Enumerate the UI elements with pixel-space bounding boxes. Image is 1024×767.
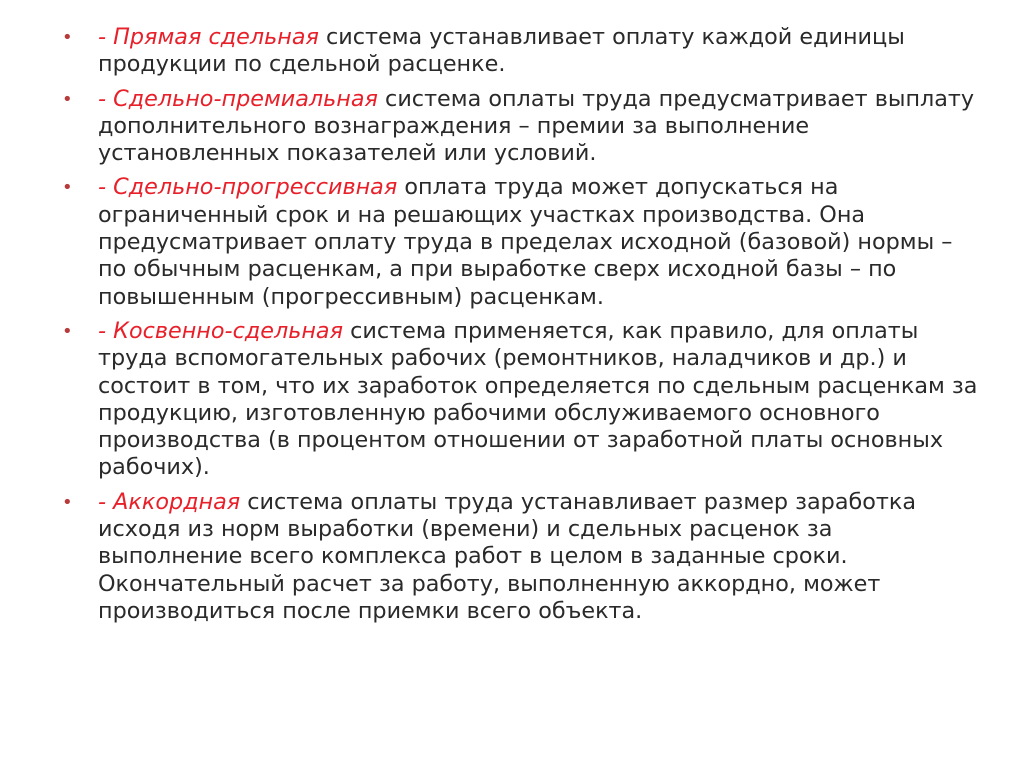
list-item <box>62 86 982 168</box>
item-text: система применяется, как правило, для оплаты труда вспомогательных рабочих (ремонтников, наладчиков и др.) и состоит в том, что их заработок определяется по сдельным расценкам за продукцию, изготовленную рабочими обслуживаемого основного производства (в процентом отношении от заработной платы основных рабочих). <box>98 317 978 481</box>
item-text: оплата труда может допускаться на ограниченный срок и на решающих участках производства. Она предусматривает оплату труда в пределах исходной (базовой) нормы – по обычным расценкам, а при выработке сверх исходной базы – по повышенным (прогрессивным) расценкам. <box>98 174 953 310</box>
list-item <box>62 174 982 310</box>
bullet-icon: • <box>62 320 73 342</box>
bullet-icon: • <box>62 177 73 199</box>
item-text: система оплаты труда устанавливает размер заработка исходя из норм выработки (времени) и сдельных расценок за выполнение всего комплекса работ в целом в заданные сроки. Окончательный расчет за работу, выполненную аккордно, может производиться после приемки всего объекта. <box>98 488 917 624</box>
bullet-icon: • <box>62 491 73 513</box>
list-item <box>62 489 982 625</box>
item-text: система устанавливает оплату каждой единицы продукции по сдельной расценке. <box>98 24 905 78</box>
term-label: - Прямая сдельная <box>98 24 319 50</box>
bullet-icon: • <box>62 88 73 110</box>
list-item <box>62 24 982 79</box>
bullet-list <box>62 24 982 632</box>
bullet-icon: • <box>62 27 73 48</box>
term-label: - Сдельно-премиальная <box>98 85 378 112</box>
term-label: - Аккордная <box>98 488 241 515</box>
list-item <box>62 318 982 482</box>
term-label: - Косвенно-сдельная <box>98 317 344 344</box>
item-text: система оплаты труда предусматривает выплату дополнительного вознаграждения – премии за выполнение установленных показателей или условий. <box>98 85 975 167</box>
term-label: - Сдельно-прогрессивная <box>98 174 398 201</box>
